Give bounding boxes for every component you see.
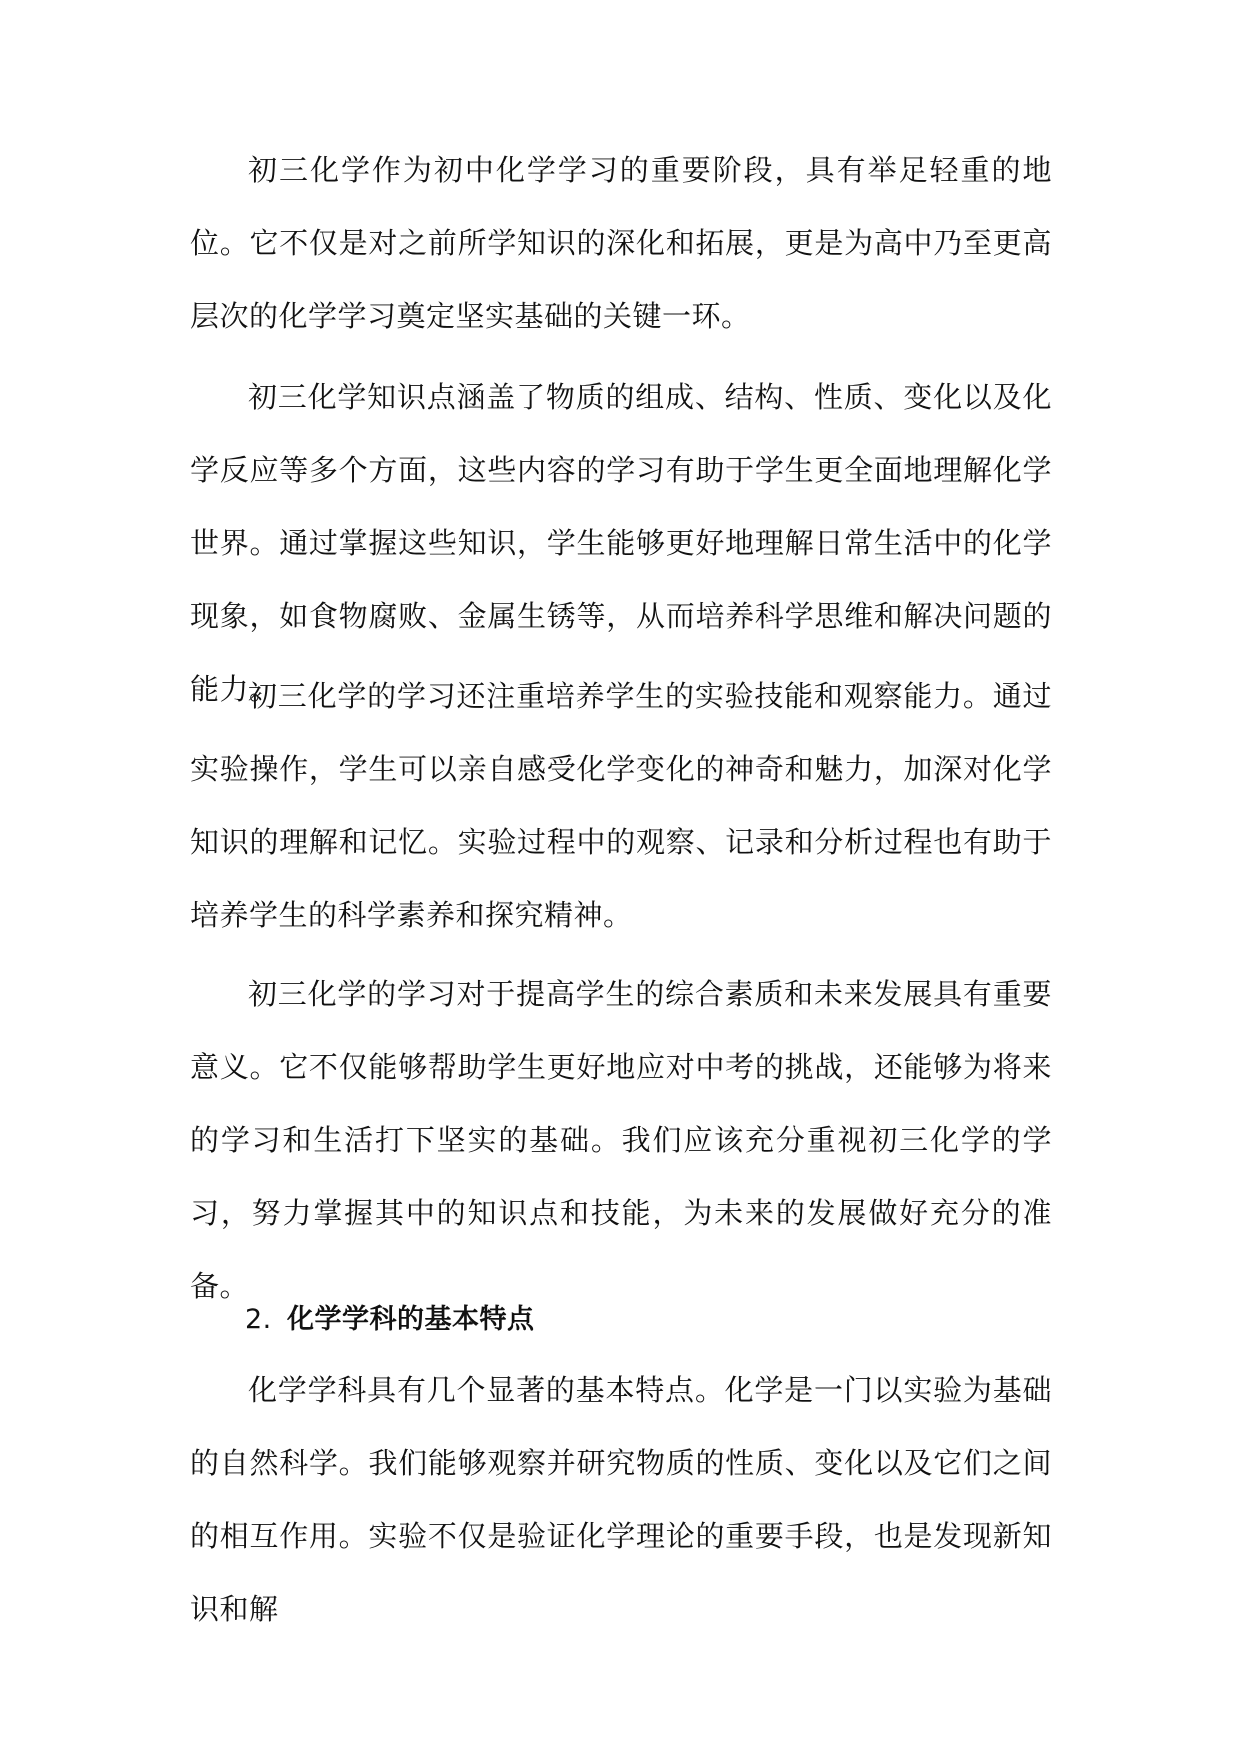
section-body-paragraph: 化学学科具有几个显著的基本特点。化学是一门以实验为基础的自然科学。我们能够观察并研究物质的性质、变化以及它们之间的相互作用。实验不仅是验证化学理论的重要手段，也是发现新知识和解	[190, 1373, 1052, 1626]
section-number: 2.	[245, 1304, 272, 1335]
body-paragraph-3: 初三化学的学习还注重培养学生的实验技能和观察能力。通过实验操作，学生可以亲自感受化学变化的神奇和魅力，加深对化学知识的理解和记忆。实验过程中的观察、记录和分析过程也有助于培养学生的科学素养和探究精神。	[190, 679, 1052, 932]
section-heading	[245, 1300, 535, 1340]
section-title: 化学学科的基本特点	[287, 1304, 535, 1335]
body-paragraph-2: 初三化学知识点涵盖了物质的组成、结构、性质、变化以及化学反应等多个方面，这些内容的学习有助于学生更全面地理解化学世界。通过掌握这些知识，学生能够更好地理解日常生活中的化学现象，如食物腐败、金属生锈等，从而培养科学思维和解决问题的能力。	[190, 380, 1052, 706]
body-paragraph-1: 初三化学作为初中化学学习的重要阶段，具有举足轻重的地位。它不仅是对之前所学知识的深化和拓展，更是为高中乃至更高层次的化学学习奠定坚实基础的关键一环。	[190, 153, 1052, 333]
body-paragraph-4: 初三化学的学习对于提高学生的综合素质和未来发展具有重要意义。它不仅能够帮助学生更好地应对中考的挑战，还能够为将来的学习和生活打下坚实的基础。我们应该充分重视初三化学的学习，努力掌握其中的知识点和技能，为未来的发展做好充分的准备。	[190, 977, 1052, 1303]
